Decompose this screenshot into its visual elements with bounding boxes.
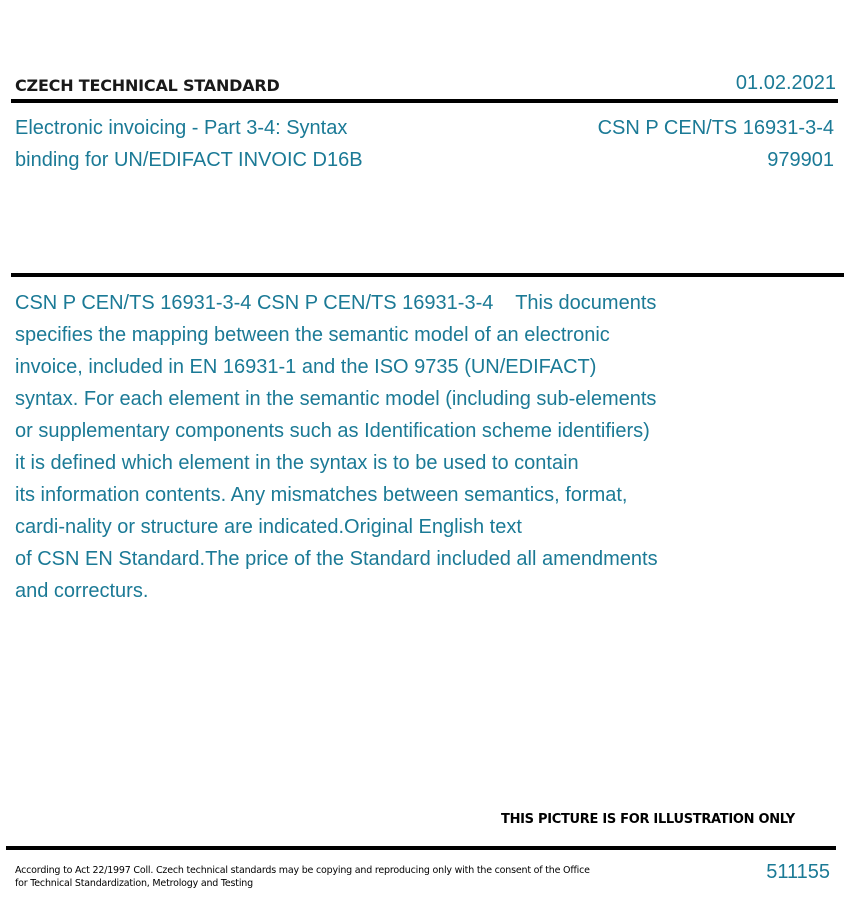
description-line: syntax. For each element in the semantic model (including sub-elements: [15, 388, 657, 410]
standard-title-line-1: Electronic invoicing - Part 3-4: Syntax: [15, 117, 348, 139]
publication-date: 01.02.2021: [735, 72, 836, 94]
standard-title-line-2: binding for UN/EDIFACT INVOIC D16B: [15, 149, 363, 171]
title-divider: [11, 273, 844, 277]
legal-notice: [15, 864, 590, 890]
description-line: specifies the mapping between the semantic model of an electronic: [15, 324, 610, 346]
document-type-label: CZECH TECHNICAL STANDARD: [15, 76, 280, 95]
illustration-notice: THIS PICTURE IS FOR ILLUSTRATION ONLY: [501, 812, 795, 827]
description-line: it is defined which element in the syntax is to be used to contain: [15, 452, 579, 474]
description-line: invoice, included in EN 16931-1 and the ISO 9735 (UN/EDIFACT): [15, 356, 597, 378]
legal-line: for Technical Standardization, Metrology and Testing: [15, 878, 253, 889]
footer-number: 511155: [766, 861, 830, 883]
description-line: and correcturs.: [15, 580, 149, 602]
description-line: its information contents. Any mismatches between semantics, format,: [15, 484, 628, 506]
legal-line: According to Act 22/1997 Coll. Czech technical standards may be copying and reproducing only with the consent of the Office: [15, 865, 590, 876]
description-line: or supplementary components such as Identification scheme identifiers): [15, 420, 650, 442]
description-line: of CSN EN Standard.The price of the Standard included all amendments: [15, 548, 658, 570]
description-line: cardi-nality or structure are indicated.Original English text: [15, 516, 522, 538]
header-divider: [11, 99, 838, 103]
footer-divider: [6, 846, 836, 850]
catalog-number: 979901: [767, 149, 834, 171]
description-line: CSN P CEN/TS 16931-3-4 CSN P CEN/TS 16931-3-4 This documents: [15, 292, 657, 314]
standard-code: CSN P CEN/TS 16931-3-4: [597, 117, 834, 139]
description-text: [15, 287, 715, 607]
